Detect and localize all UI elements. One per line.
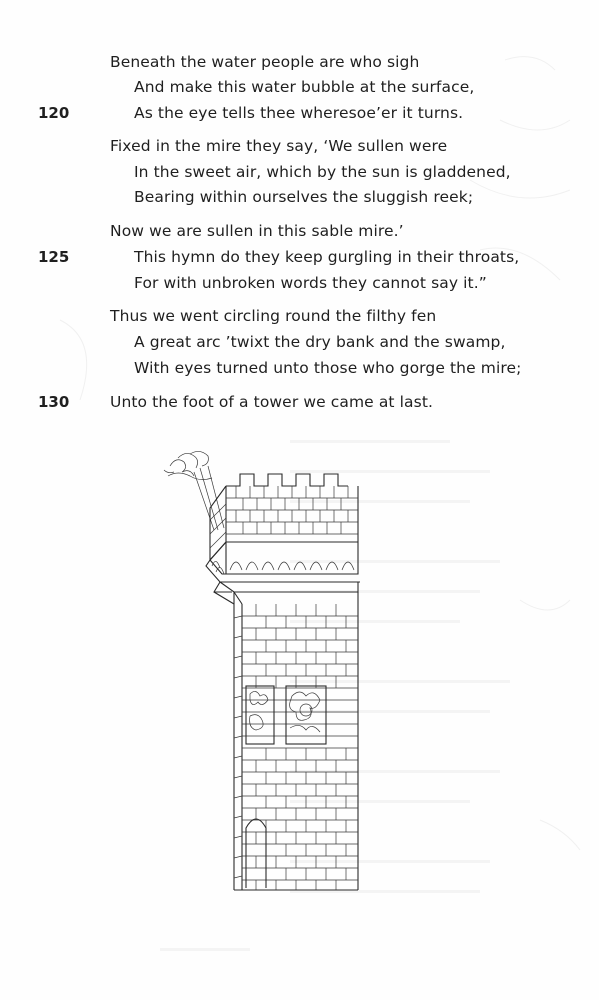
parapet-bricks [210,486,358,548]
verse-line: As the eye tells thee wheresoe’er it turns. [134,104,464,122]
tower-illustration [150,448,430,900]
tower-door [246,819,266,888]
verse-line: Unto the foot of a tower we came at last. [110,393,434,411]
tower-brickwork [234,604,358,890]
tower-relief-carving [246,686,326,744]
line-number: 125 [38,248,70,266]
verse-line: Bearing within ourselves the sluggish reek; [134,188,474,206]
verse-line: And make this water bubble at the surface, [134,78,475,96]
verse-line: Thus we went circling round the filthy fen [110,307,437,325]
tower-battlements [210,474,358,560]
line-number: 120 [38,104,70,122]
verse-line: In the sweet air, which by the sun is gladdened, [134,163,511,181]
flame-signal-icon [164,451,224,530]
verse-line: For with unbroken words they cannot say it.” [134,274,487,292]
line-number: 130 [38,393,70,411]
verse-line: Now we are sullen in this sable mire.’ [110,222,404,240]
verse-line: Fixed in the mire they say, ‘We sullen were [110,137,448,155]
verse-line: With eyes turned unto those who gorge the mire; [134,359,522,377]
verse-line: A great arc ’twixt the dry bank and the swamp, [134,333,506,351]
verse-line: Beneath the water people are who sigh [110,53,420,71]
verse-line: This hymn do they keep gurgling in their throats, [134,248,520,266]
